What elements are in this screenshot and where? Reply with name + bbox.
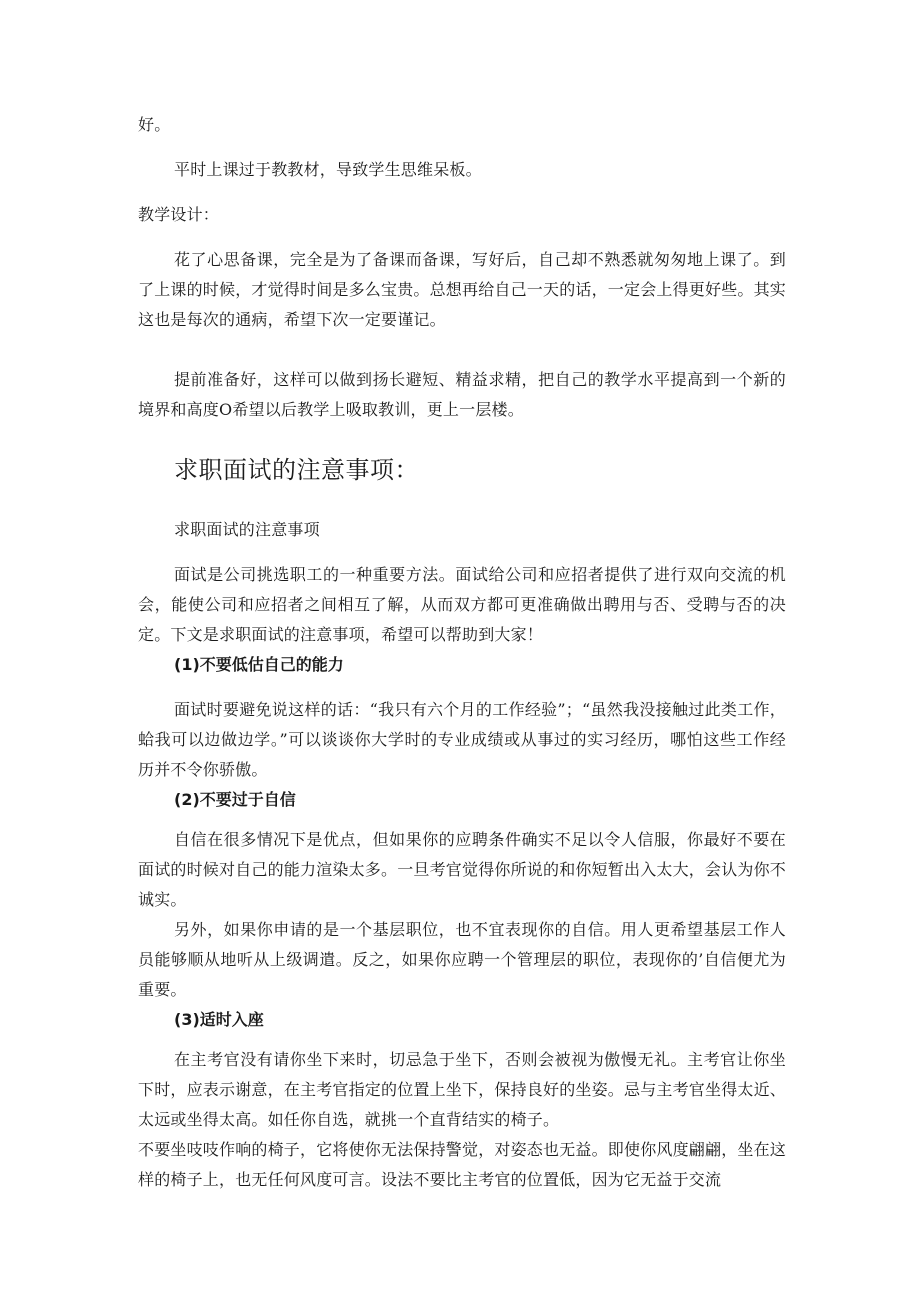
paragraph-intro-end: 好。 (138, 115, 171, 134)
paragraph-design-1: 花了心思备课，完全是为了备课而备课，写好后，自己却不熟悉就匆匆地上课了。到了上课的时候，才觉得时间是多么宝贵。总想再给自己一天的话，一定会上得更好些。其实这也是每次的通病，希望下次一定要谨记。 (138, 250, 787, 329)
heading-point-3: (3)适时入座 (174, 1010, 264, 1029)
paragraph-design-2: 提前准备好，这样可以做到扬长避短、精益求精，把自己的教学水平提高到一个新的境界和高度O希望以后教学上吸取教训，更上一层楼。 (138, 370, 786, 419)
label-teaching-design: 教学设计： (138, 205, 220, 224)
paragraph-point-3a: 在主考官没有请你坐下来时，切忌急于坐下，否则会被视为傲慢无礼。主考官让你坐下时，应表示谢意，在主考官指定的位置上坐下，保持良好的坐姿。忌与主考官坐得太近、太远或坐得太高。如任你自选，就挑一个直背结实的椅子。 (138, 1050, 787, 1129)
section-title: 求职面试的注意事项： (174, 456, 419, 484)
paragraph-point-1: 面试时要避免说这样的话：“我只有六个月的工作经验”；“虽然我没接触过此类工作，蛤我可以边做边学。”可以谈谈你大学时的专业成绩或从事过的实习经历，哪怕这些工作经历并不令你骄傲。 (138, 700, 786, 779)
paragraph-interview-intro: 面试是公司挑选职工的一种重要方法。面试给公司和应招者提供了进行双向交流的机会，能使公司和应招者之间相互了解，从而双方都可更准确做出聘用与否、受聘与否的决定。下文是求职面试的注意事项，希望可以帮助到大家！ (138, 565, 786, 644)
paragraph-point-2a: 自信在很多情况下是优点，但如果你的应聘条件确实不足以令人信服，你最好不要在面试的时候对自己的能力渲染太多。一旦考官觉得你所说的和你短暂出入太大，会认为你不诚实。 (138, 830, 787, 909)
heading-point-2: (2)不要过于自信 (174, 790, 296, 809)
heading-point-1: (1)不要低估自己的能力 (174, 655, 344, 674)
paragraph-point-3b: 不要坐吱吱作响的椅子，它将使你无法保持警觉，对姿态也无益。即使你风度翩翩，坐在这样的椅子上，也无任何风度可言。设法不要比主考官的位置低，因为它无益于交流 (138, 1140, 787, 1189)
paragraph-point-2b: 另外，如果你申请的是一个基层职位，也不宜表现你的自信。用人更希望基层工作人员能够顺从地听从上级调遣。反之，如果你应聘一个管理层的职位，表现你的’自信便尤为重要。 (138, 920, 786, 999)
paragraph-teach-textbook: 平时上课过于教教材，导致学生思维呆板。 (174, 160, 482, 179)
section-subtitle: 求职面试的注意事项 (174, 520, 320, 539)
